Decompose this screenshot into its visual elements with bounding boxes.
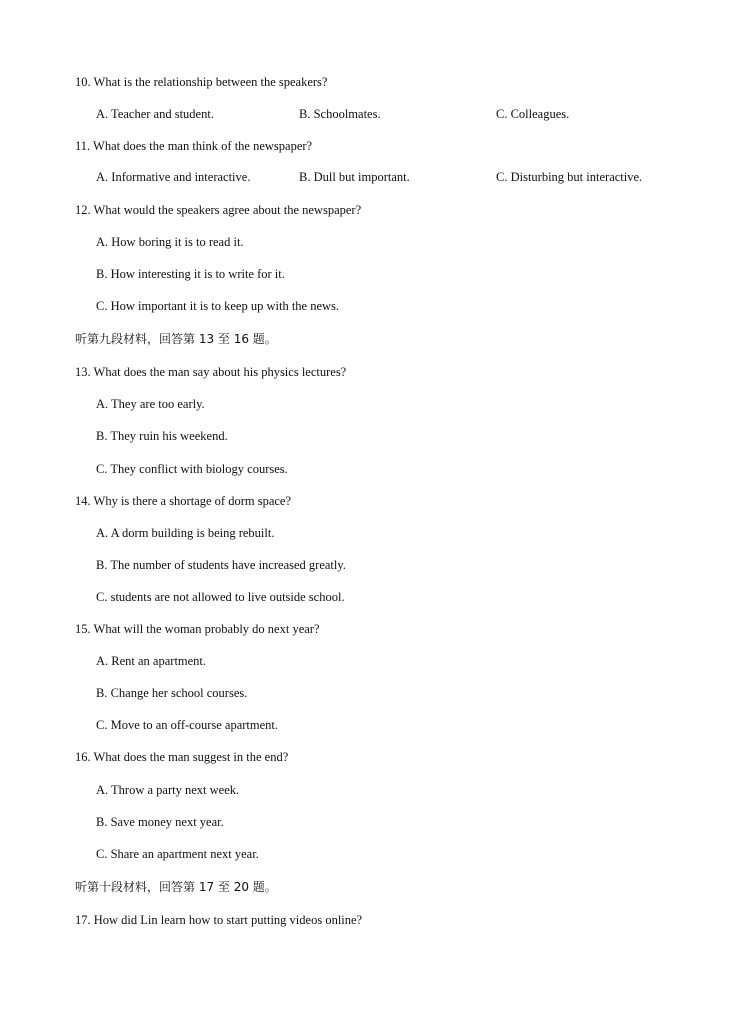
question-11: 11. What does the man think of the newspaper? [75,139,313,153]
q11-option-c: C. Disturbing but interactive. [496,170,643,184]
q12-option-b: B. How interesting it is to write for it. [96,267,285,281]
q16-option-a: A. Throw a party next week. [96,783,240,797]
q15-option-c: C. Move to an off-course apartment. [96,718,279,732]
q14-option-b: B. The number of students have increased greatly. [96,558,346,572]
question-17: 17. How did Lin learn how to start putting videos online? [75,913,363,927]
question-13: 13. What does the man say about his physics lectures? [75,365,347,379]
q10-option-c: C. Colleagues. [496,107,570,121]
question-14: 14. Why is there a shortage of dorm space? [75,494,292,508]
q14-option-c: C. students are not allowed to live outside school. [96,590,345,604]
q10-option-b: B. Schoolmates. [299,107,381,121]
q11-option-b: B. Dull but important. [299,170,410,184]
q16-option-c: C. Share an apartment next year. [96,847,259,861]
q11-option-a: A. Informative and interactive. [96,170,251,184]
q12-option-c: C. How important it is to keep up with the news. [96,299,340,313]
q15-option-b: B. Change her school courses. [96,686,248,700]
question-10: 10. What is the relationship between the speakers? [75,75,328,89]
section-9-instruction: 听第九段材料，回答第 13 至 16 题。 [75,332,277,346]
q16-option-b: B. Save money next year. [96,815,224,829]
question-16: 16. What does the man suggest in the end? [75,750,289,764]
question-15: 15. What will the woman probably do next year? [75,622,320,636]
q14-option-a: A. A dorm building is being rebuilt. [96,526,275,540]
q13-option-b: B. They ruin his weekend. [96,429,228,443]
q12-option-a: A. How boring it is to read it. [96,235,244,249]
question-12: 12. What would the speakers agree about the newspaper? [75,203,362,217]
q13-option-a: A. They are too early. [96,397,205,411]
section-10-instruction: 听第十段材料，回答第 17 至 20 题。 [75,880,277,894]
q15-option-a: A. Rent an apartment. [96,654,207,668]
q10-option-a: A. Teacher and student. [96,107,214,121]
q13-option-c: C. They conflict with biology courses. [96,462,288,476]
